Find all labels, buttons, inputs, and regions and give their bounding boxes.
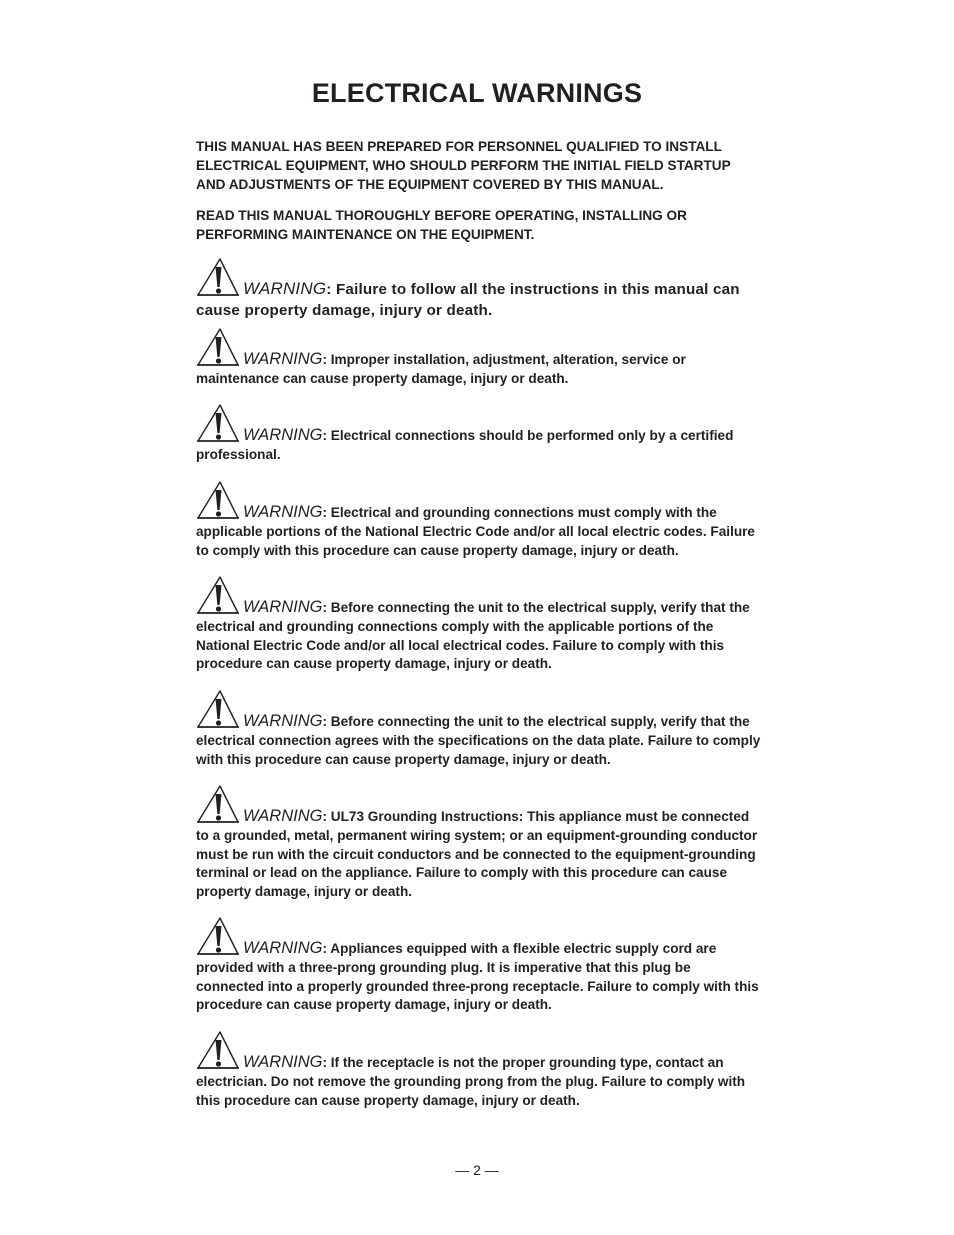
- warning-item: [196, 1030, 762, 1110]
- warning-triangle-icon: [196, 916, 239, 956]
- warning-item: [196, 257, 762, 321]
- warning-item: [196, 575, 762, 674]
- warning-text: : Before connecting the unit to the electrical supply, verify that the electrical connection agrees with the specifications on the data plate. Failure to comply with this procedure can cause property damage, injury or death.: [196, 714, 761, 767]
- warning-text: : Improper installation, adjustment, alteration, service or maintenance can cause property damage, injury or death.: [196, 352, 686, 386]
- page-title: ELECTRICAL WARNINGS: [311, 78, 643, 108]
- warning-label: WARNING: [243, 1053, 323, 1071]
- warning-label: WARNING: [243, 350, 323, 368]
- warning-item: [196, 916, 762, 1015]
- warning-label: WARNING: [243, 598, 323, 616]
- warning-item: [196, 327, 762, 389]
- warning-triangle-icon: [196, 480, 239, 520]
- warning-text: : Electrical connections should be performed only by a certified professional.: [196, 428, 734, 462]
- warning-label: WARNING: [243, 279, 327, 298]
- warning-triangle-icon: [196, 327, 239, 367]
- page-number: — 2 —: [455, 1162, 499, 1178]
- warning-label: WARNING: [243, 426, 323, 444]
- warning-item: [196, 689, 762, 769]
- warning-text: : Failure to follow all the instructions in this manual can cause property damage, injury or death.: [196, 281, 740, 319]
- warning-text: : Appliances equipped with a flexible electric supply cord are provided with a three-prong grounding plug. It is imperative that this plug be connected into a properly grounded three-prong receptacle. Failure to comply with this procedure can cause property damage, injury or death.: [196, 941, 759, 1013]
- warning-text: : UL73 Grounding Instructions: This appliance must be connected to a grounded, metal, permanent wiring system; or an equipment-grounding conductor must be run with the circuit conductors and be connected to the equipment-grounding terminal or lead on the appliance. Failure to comply with this procedure can cause property damage, injury or death.: [196, 809, 758, 900]
- warning-triangle-icon: [196, 784, 239, 824]
- intro-paragraph-qualified-personnel: THIS MANUAL HAS BEEN PREPARED FOR PERSONNEL QUALIFIED TO INSTALL ELECTRICAL EQUIPMENT, WHO SHOULD PERFORM THE INITIAL FIELD STARTUP AND ADJUSTMENTS OF THE EQUIPMENT COVERED BY THIS MANUAL.: [196, 139, 731, 192]
- intro-paragraph-read-manual: READ THIS MANUAL THOROUGHLY BEFORE OPERATING, INSTALLING OR PERFORMING MAINTENANCE ON THE EQUIPMENT.: [196, 208, 687, 242]
- warning-label: WARNING: [243, 807, 323, 825]
- warning-item: [196, 403, 762, 465]
- warning-label: WARNING: [243, 939, 323, 957]
- warning-item: [196, 784, 762, 902]
- warning-item: [196, 480, 762, 560]
- warning-label: WARNING: [243, 503, 323, 521]
- warning-triangle-icon: [196, 1030, 239, 1070]
- warning-triangle-icon: [196, 257, 239, 297]
- warning-triangle-icon: [196, 575, 239, 615]
- warning-text: : Electrical and grounding connections must comply with the applicable portions of the National Electric Code and/or all local electric codes. Failure to comply with this procedure can cause property damage, injury or death.: [196, 505, 755, 558]
- warning-triangle-icon: [196, 689, 239, 729]
- warning-text: : If the receptacle is not the proper grounding type, contact an electrician. Do not remove the grounding prong from the plug. Failure to comply with this procedure can cause property damage, injury or death.: [196, 1055, 746, 1108]
- warning-triangle-icon: [196, 403, 239, 443]
- warning-label: WARNING: [243, 712, 323, 730]
- warning-text: : Before connecting the unit to the electrical supply, verify that the electrical and grounding connections comply with the applicable portions of the National Electric Code and/or all local electrical codes. Failure to comply with this procedure can cause property damage, injury or death.: [196, 600, 750, 672]
